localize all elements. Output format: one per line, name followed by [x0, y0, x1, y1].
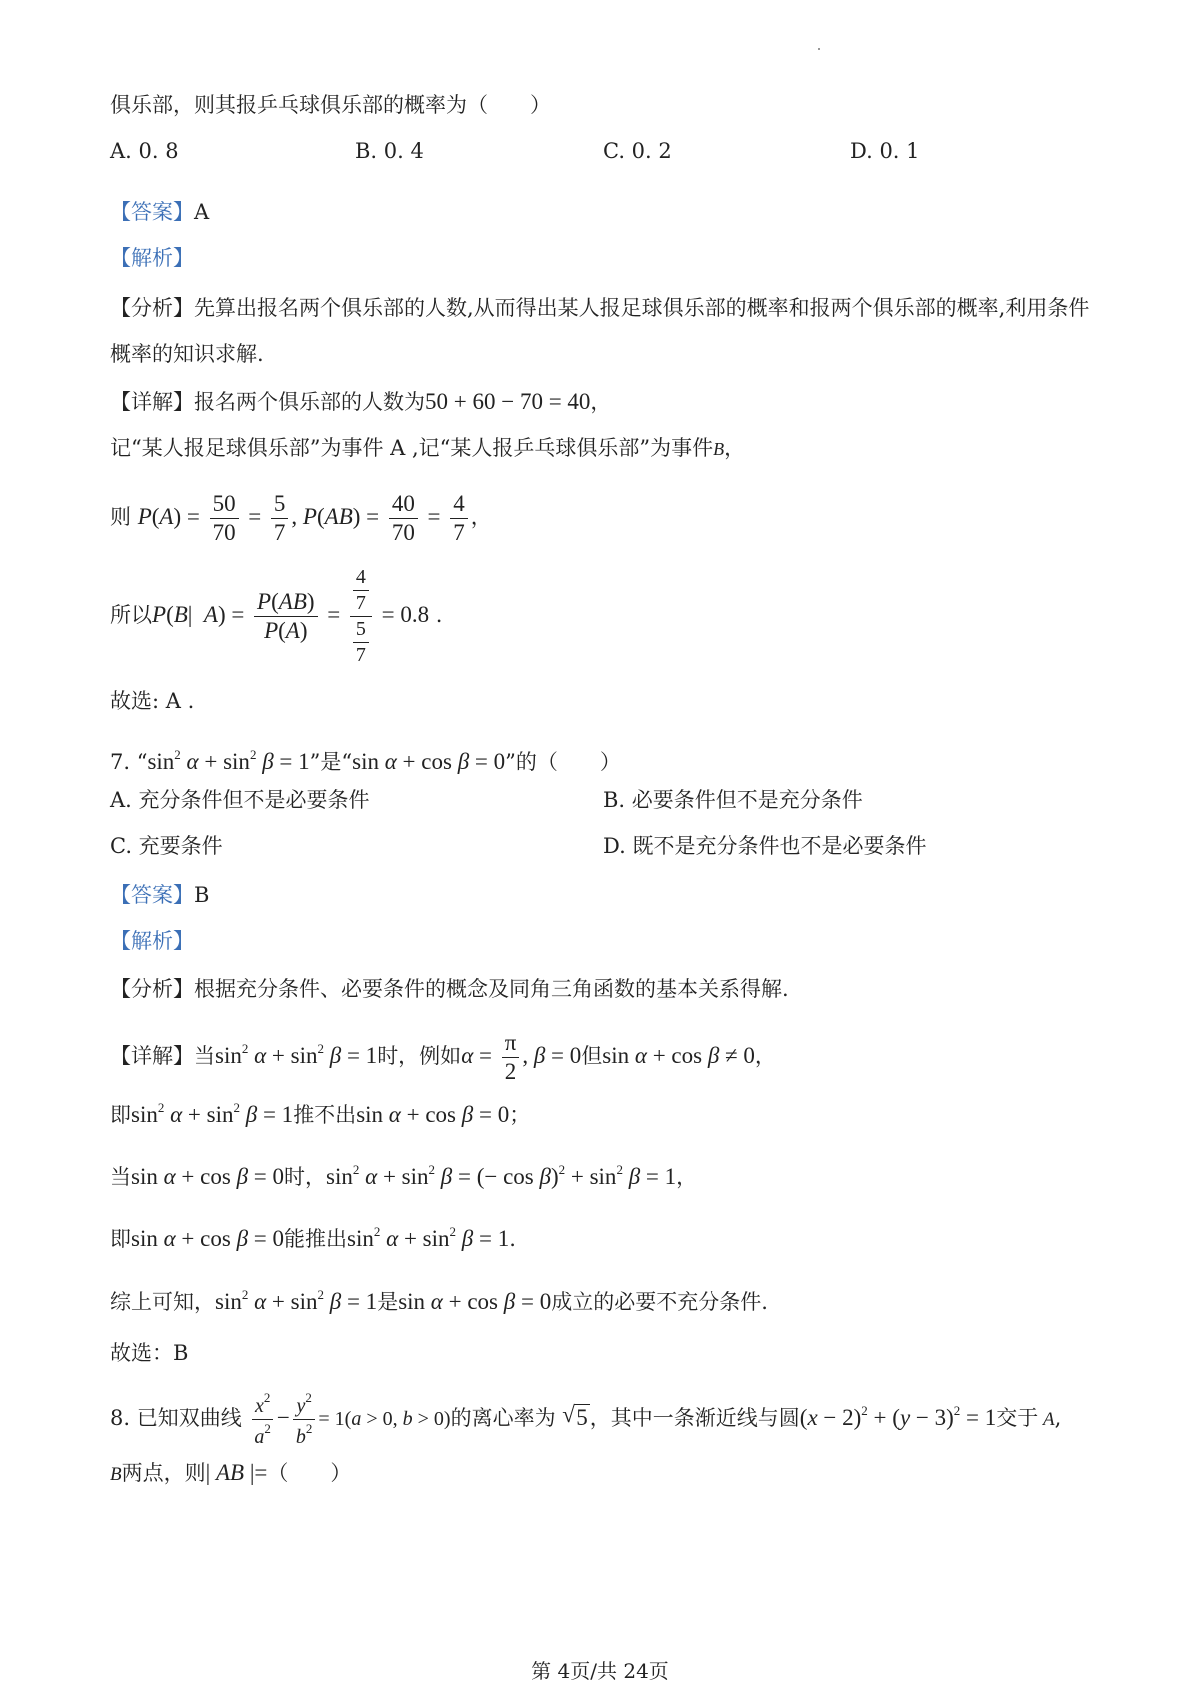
q8-stem-d: 交于: [996, 1406, 1039, 1430]
q7-option-c: C. 充要条件: [110, 834, 223, 858]
q8-stem-c: ，其中一条渐近线与圆: [589, 1406, 800, 1430]
q7-detail-line-1: 【详解】当$\sin^2 \alpha + \sin^2 \beta = 1$时，例如α = $\frac{\pi}{2}$ , β = 0但sin α + cos β ≠ 0，: [110, 1029, 776, 1084]
q6-option-c: C. 0. 2: [603, 139, 672, 163]
q7-option-b: B. 必要条件但不是充分条件: [603, 788, 863, 812]
event-definition: 记“某人报足球俱乐部”为事件 A ,记“某人报乒乓球俱乐部”为事件: [110, 436, 714, 460]
answer-label: 【答案】: [110, 200, 194, 224]
compound-fraction: $\frac{\frac{4}{7}}{\frac{5}{7}}$: [350, 567, 372, 666]
q7-detail-line-2: 即$\sin^2 \alpha + \sin^2 \beta = 1$推不出sin α + cos β = 0；: [110, 1100, 531, 1127]
detail-punct: ，: [590, 390, 612, 414]
q7-option-a: A. 充分条件但不是必要条件: [110, 788, 370, 812]
q7-answer: [110, 880, 209, 910]
q7-analysis-label: 【解析】: [110, 929, 194, 953]
q7-detail-line-3: 当sin α + cos β = 0时，$\sin^2 \alpha + \sin^2 \beta$ = (− $\cos \beta)^2 + \sin^2 \beta = 1$，: [110, 1162, 698, 1189]
detail-text: 报名两个俱乐部的人数为: [194, 390, 425, 414]
scan-dot: [818, 48, 820, 50]
tuibuchu-word: 推不出: [293, 1103, 357, 1127]
q7-summary: 综上可知，$\sin^2 \alpha + \sin^2 \beta = 1$是sin α + cos β = 0成立的必要不充分条件.: [110, 1287, 768, 1314]
q6-analysis-label: 【解析】: [110, 246, 194, 270]
shi3-word: 是: [377, 1290, 399, 1314]
fenxi-text: 先算出报名两个俱乐部的人数,从而得出某人报足球俱乐部的概率和报两个俱乐部的概率,利用条件: [194, 296, 1090, 320]
ji-word: 即: [110, 1103, 131, 1127]
fenxi-text: 根据充分条件、必要条件的概念及同角三角函数的基本关系得解.: [194, 977, 789, 1001]
q7-detail-line-4: 即sin α + cos β = 0能推出$\sin^2 \alpha + \sin^2 \beta = 1$.: [110, 1224, 516, 1251]
answer-label: 【答案】: [110, 883, 194, 907]
fraction-50-70: $\frac{50}{70}$: [210, 492, 239, 545]
q7-option-d: D. 既不是充分条件也不是必要条件: [603, 834, 927, 858]
q6-answer: [110, 197, 209, 227]
fenxi-label: 【分析】: [110, 977, 194, 1001]
q8-stem-line-2: B两点，则| AB |=（ ）: [110, 1460, 352, 1485]
q6-conclusion: 故选: A .: [110, 689, 195, 713]
answer-value: A: [194, 200, 210, 224]
q6-fenxi-line-1: [110, 293, 1089, 323]
detail-equation: 50 + 60 − 70 = 40: [425, 389, 591, 414]
q7-stem-c: ”的（ ）: [505, 750, 621, 774]
q6-detail-line-2: [110, 433, 745, 464]
q8-stem-b: 的离心率为: [450, 1406, 556, 1430]
q7-stem-a: 7. “: [110, 750, 148, 774]
then-word: 则: [110, 505, 131, 529]
q7-conclusion: 故选：B: [110, 1341, 189, 1365]
chengli-text: 成立的必要不充分条件.: [551, 1290, 768, 1314]
q6-probabilities: 则 P(A) = $\frac{50}{70}$ = $\frac{5}{7}$ , P(AB) = $\frac{40}{70}$ = $\frac{4}{7}$ ，: [110, 490, 492, 545]
event-punct: ，: [724, 436, 746, 460]
q8-stem-f: （ ）: [267, 1461, 352, 1485]
q6-option-b: B. 0. 4: [355, 139, 424, 163]
detail-label: 【详解】: [110, 390, 194, 414]
dang-word: 当: [110, 1165, 131, 1189]
answer-value: B: [194, 883, 210, 907]
detail-label: 【详解】: [110, 1044, 194, 1068]
suoyi-word: 所以: [110, 603, 152, 627]
q7-stem: 7. “$\sin^2$ $\alpha + \sin^2 \beta = 1$”是“sin α + cos β = 0”的（ ）: [110, 747, 621, 774]
q6-option-a: A. 0. 8: [110, 139, 179, 163]
event-b-var: B: [713, 439, 725, 459]
q7-stem-b: ”是“: [309, 750, 353, 774]
q7-fenxi: [110, 974, 789, 1004]
dan-word: 但: [581, 1044, 603, 1068]
q6-detail-line-1: [110, 387, 611, 417]
ji-word: 即: [110, 1227, 131, 1251]
when-word: 当: [194, 1044, 215, 1068]
q6-fenxi-line-2: 概率的知识求解.: [110, 342, 264, 366]
nengtuichu-word: 能推出: [284, 1227, 348, 1251]
page-footer: 第 4页/共 24页: [531, 1659, 669, 1683]
q8-stem-line-1: 8. 已知双曲线 $\frac{x^2}{a^2}$ − $\frac{y^2}{b^2}$ = 1(a > 0, b > 0)的离心率为 √ 5，其中一条渐近线与圆$(x - 2)^2 + (y - 3)^2 = 1$交于 A,: [110, 1378, 1061, 1453]
shi2-word: 时，: [284, 1165, 327, 1189]
fenxi-label: 【分析】: [110, 296, 194, 320]
shi-word: 时，例如: [377, 1044, 462, 1068]
q6-option-d: D. 0. 1: [850, 139, 920, 163]
sqrt-5: √ 5: [562, 1402, 588, 1430]
q6-stem-tail: 俱乐部，则其报乒乓球俱乐部的概率为（ ）: [110, 93, 551, 117]
zongshang-word: 综上可知，: [110, 1290, 215, 1314]
q8-stem-e: 两点，则: [121, 1461, 206, 1485]
q6-conditional-probability: 所以P(B| A) = $\frac{P(AB)}{P(A)}$ = $\frac{\frac{4}{7}}{\frac{5}{7}}$ = 0.8 .: [110, 566, 443, 666]
q8-stem-a: 8. 已知双曲线: [110, 1406, 242, 1430]
